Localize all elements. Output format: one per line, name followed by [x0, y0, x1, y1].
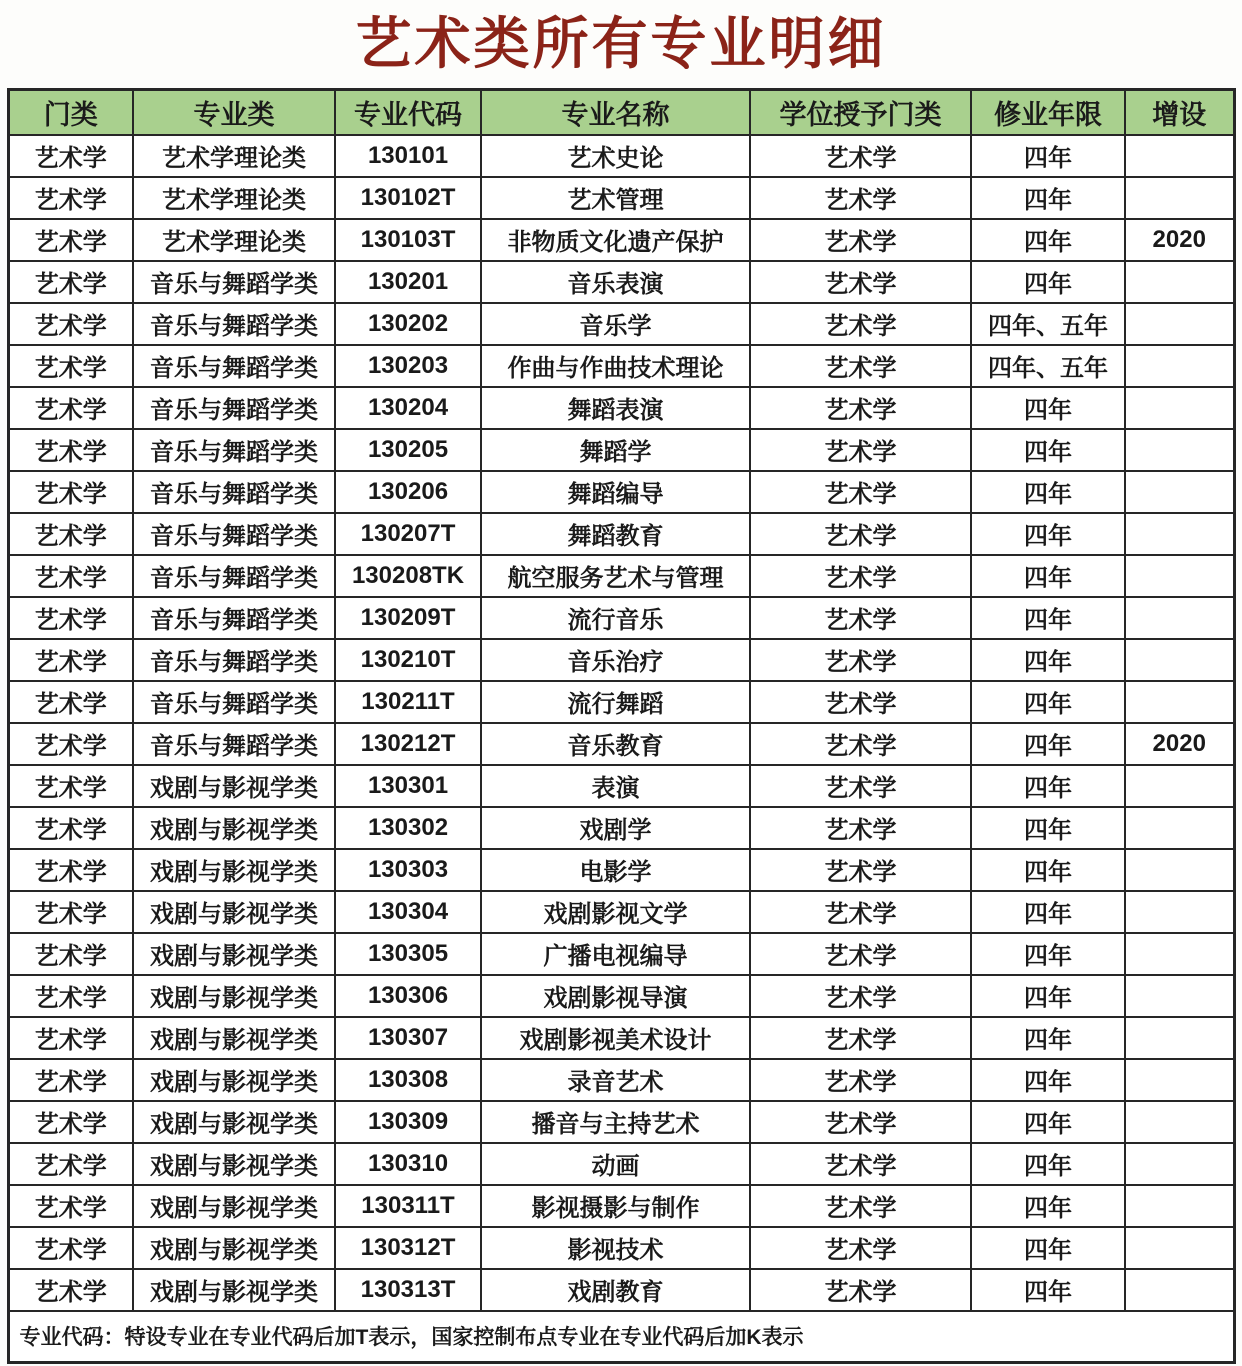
table-cell: 艺术学 — [8, 681, 133, 723]
table-cell: 四年 — [971, 513, 1125, 555]
table-body — [8, 135, 1234, 1311]
table-cell: 艺术学理论类 — [133, 219, 335, 261]
table-cell: 艺术学 — [8, 1269, 133, 1311]
table-cell: 四年 — [971, 975, 1125, 1017]
table-cell — [1125, 681, 1234, 723]
table-row — [8, 555, 1234, 597]
table-cell: 艺术学 — [750, 345, 971, 387]
table-cell: 130204 — [335, 387, 481, 429]
table-cell — [1125, 849, 1234, 891]
table-cell: 戏剧教育 — [481, 1269, 750, 1311]
table-cell: 130209T — [335, 597, 481, 639]
table-cell: 四年、五年 — [971, 345, 1125, 387]
table-cell: 130306 — [335, 975, 481, 1017]
table-cell: 戏剧影视美术设计 — [481, 1017, 750, 1059]
table-cell: 动画 — [481, 1143, 750, 1185]
table-cell: 音乐与舞蹈学类 — [133, 471, 335, 513]
table-cell: 艺术学 — [750, 1269, 971, 1311]
table-cell: 130101 — [335, 135, 481, 177]
table-cell: 130102T — [335, 177, 481, 219]
table-row — [8, 891, 1234, 933]
majors-table — [7, 88, 1236, 1364]
table-cell: 艺术学 — [750, 555, 971, 597]
table-cell: 广播电视编导 — [481, 933, 750, 975]
table-cell: 音乐与舞蹈学类 — [133, 681, 335, 723]
table-row — [8, 1101, 1234, 1143]
table-cell: 音乐与舞蹈学类 — [133, 429, 335, 471]
table-cell: 四年 — [971, 807, 1125, 849]
table-cell — [1125, 807, 1234, 849]
table-cell: 艺术学 — [750, 1185, 971, 1227]
table-cell: 戏剧与影视学类 — [133, 891, 335, 933]
table-cell — [1125, 1017, 1234, 1059]
table-cell: 四年 — [971, 471, 1125, 513]
table-cell: 艺术学 — [8, 387, 133, 429]
table-cell: 音乐与舞蹈学类 — [133, 513, 335, 555]
table-cell: 130312T — [335, 1227, 481, 1269]
table-row — [8, 177, 1234, 219]
table-cell: 戏剧与影视学类 — [133, 807, 335, 849]
table-cell — [1125, 639, 1234, 681]
table-row — [8, 933, 1234, 975]
table-cell: 戏剧与影视学类 — [133, 933, 335, 975]
table-cell: 130303 — [335, 849, 481, 891]
table-cell: 艺术学 — [750, 681, 971, 723]
table-cell: 戏剧影视导演 — [481, 975, 750, 1017]
table-cell: 艺术学 — [8, 219, 133, 261]
table-cell — [1125, 177, 1234, 219]
table-row — [8, 219, 1234, 261]
table-cell: 130311T — [335, 1185, 481, 1227]
table-cell: 130301 — [335, 765, 481, 807]
table-cell — [1125, 135, 1234, 177]
table-cell — [1125, 1143, 1234, 1185]
table-cell — [1125, 471, 1234, 513]
table-cell: 四年 — [971, 891, 1125, 933]
table-cell: 音乐学 — [481, 303, 750, 345]
table-cell: 四年 — [971, 1185, 1125, 1227]
table-cell: 艺术学 — [8, 1017, 133, 1059]
table-cell: 艺术学 — [8, 849, 133, 891]
table-cell: 舞蹈表演 — [481, 387, 750, 429]
table-cell: 艺术学 — [8, 261, 133, 303]
table-cell: 四年、五年 — [971, 303, 1125, 345]
table-cell — [1125, 345, 1234, 387]
table-cell: 130201 — [335, 261, 481, 303]
table-row — [8, 303, 1234, 345]
table-cell: 艺术学 — [750, 219, 971, 261]
table-cell: 四年 — [971, 1101, 1125, 1143]
table-cell: 130307 — [335, 1017, 481, 1059]
table-cell: 130212T — [335, 723, 481, 765]
table-cell: 艺术学 — [8, 471, 133, 513]
table-cell — [1125, 765, 1234, 807]
table-cell: 作曲与作曲技术理论 — [481, 345, 750, 387]
table-cell: 四年 — [971, 219, 1125, 261]
table-cell: 艺术学 — [750, 765, 971, 807]
table-cell: 艺术学 — [8, 1059, 133, 1101]
page-title: 艺术类所有专业明细 — [355, 12, 887, 75]
table-row — [8, 471, 1234, 513]
table-cell: 音乐表演 — [481, 261, 750, 303]
table-cell — [1125, 429, 1234, 471]
table-cell: 影视技术 — [481, 1227, 750, 1269]
table-cell: 航空服务艺术与管理 — [481, 555, 750, 597]
table-cell: 130308 — [335, 1059, 481, 1101]
table-cell — [1125, 1227, 1234, 1269]
table-cell: 130211T — [335, 681, 481, 723]
table-cell — [1125, 1185, 1234, 1227]
table-cell: 艺术学理论类 — [133, 177, 335, 219]
table-cell: 艺术学 — [750, 513, 971, 555]
table-row — [8, 849, 1234, 891]
table-cell: 舞蹈教育 — [481, 513, 750, 555]
title-bar — [0, 0, 1242, 88]
table-row — [8, 513, 1234, 555]
table-cell: 流行音乐 — [481, 597, 750, 639]
header-cell: 修业年限 — [971, 90, 1125, 135]
header-cell: 专业代码 — [335, 90, 481, 135]
table-cell: 四年 — [971, 639, 1125, 681]
table-cell: 130103T — [335, 219, 481, 261]
table-row — [8, 1227, 1234, 1269]
table-cell: 戏剧与影视学类 — [133, 1185, 335, 1227]
table-cell: 音乐与舞蹈学类 — [133, 555, 335, 597]
table-row — [8, 1185, 1234, 1227]
table-cell — [1125, 1269, 1234, 1311]
table-cell: 艺术学 — [750, 303, 971, 345]
table-row — [8, 135, 1234, 177]
table-cell: 艺术学 — [750, 1059, 971, 1101]
table-cell: 艺术学 — [750, 1227, 971, 1269]
table-cell: 四年 — [971, 387, 1125, 429]
table-row — [8, 681, 1234, 723]
table-row — [8, 1269, 1234, 1311]
table-cell — [1125, 303, 1234, 345]
table-cell: 艺术学 — [750, 849, 971, 891]
table-cell: 艺术学 — [8, 555, 133, 597]
table-cell — [1125, 891, 1234, 933]
table-row — [8, 1059, 1234, 1101]
table-cell: 四年 — [971, 723, 1125, 765]
table-cell: 艺术学 — [8, 639, 133, 681]
table-cell: 130304 — [335, 891, 481, 933]
table-cell: 艺术学 — [8, 933, 133, 975]
table-cell — [1125, 513, 1234, 555]
header-cell: 增设 — [1125, 90, 1234, 135]
header-cell: 专业类 — [133, 90, 335, 135]
table-cell: 戏剧与影视学类 — [133, 849, 335, 891]
table-cell — [1125, 1059, 1234, 1101]
header-cell: 专业名称 — [481, 90, 750, 135]
table-cell: 四年 — [971, 1143, 1125, 1185]
table-cell: 艺术学 — [750, 471, 971, 513]
table-cell: 表演 — [481, 765, 750, 807]
table-cell: 艺术学 — [8, 513, 133, 555]
table-cell — [1125, 555, 1234, 597]
table-cell: 艺术学 — [750, 891, 971, 933]
table-cell: 艺术学 — [750, 975, 971, 1017]
table-cell: 音乐与舞蹈学类 — [133, 597, 335, 639]
table-cell: 戏剧与影视学类 — [133, 765, 335, 807]
table-cell: 2020 — [1125, 723, 1234, 765]
table-cell: 舞蹈学 — [481, 429, 750, 471]
table-row — [8, 429, 1234, 471]
table-cell: 艺术学 — [750, 135, 971, 177]
footnote-text: 专业代码：特设专业在专业代码后加T表示，国家控制布点专业在专业代码后加K表示 — [8, 1311, 1234, 1363]
table-cell: 音乐与舞蹈学类 — [133, 387, 335, 429]
header-row — [8, 90, 1234, 135]
table-cell: 四年 — [971, 1269, 1125, 1311]
table-cell: 四年 — [971, 555, 1125, 597]
table-row — [8, 1143, 1234, 1185]
table-cell: 艺术学 — [8, 891, 133, 933]
table-cell: 戏剧影视文学 — [481, 891, 750, 933]
table-cell: 四年 — [971, 597, 1125, 639]
table-cell: 2020 — [1125, 219, 1234, 261]
table-cell: 四年 — [971, 177, 1125, 219]
table-row — [8, 261, 1234, 303]
table-cell: 非物质文化遗产保护 — [481, 219, 750, 261]
table-cell: 四年 — [971, 1017, 1125, 1059]
table-cell: 艺术学 — [8, 345, 133, 387]
table-cell: 艺术学 — [8, 1101, 133, 1143]
table-cell: 130208TK — [335, 555, 481, 597]
table-cell: 录音艺术 — [481, 1059, 750, 1101]
table-cell: 戏剧学 — [481, 807, 750, 849]
table-cell: 艺术学 — [750, 387, 971, 429]
table-cell: 四年 — [971, 429, 1125, 471]
table-row — [8, 975, 1234, 1017]
table-cell: 四年 — [971, 261, 1125, 303]
table-cell: 戏剧与影视学类 — [133, 1143, 335, 1185]
table-cell: 流行舞蹈 — [481, 681, 750, 723]
table-cell: 130305 — [335, 933, 481, 975]
table-cell: 艺术学 — [750, 639, 971, 681]
table-cell: 艺术学 — [8, 723, 133, 765]
table-footer — [8, 1311, 1234, 1363]
table-row — [8, 723, 1234, 765]
table-cell: 电影学 — [481, 849, 750, 891]
table-cell: 戏剧与影视学类 — [133, 1101, 335, 1143]
table-cell: 艺术学 — [8, 177, 133, 219]
footnote-row — [8, 1311, 1234, 1363]
table-cell: 130207T — [335, 513, 481, 555]
table-row — [8, 387, 1234, 429]
table-cell: 艺术学 — [750, 429, 971, 471]
table-cell: 戏剧与影视学类 — [133, 1059, 335, 1101]
table-cell — [1125, 1101, 1234, 1143]
table-cell: 影视摄影与制作 — [481, 1185, 750, 1227]
table-cell — [1125, 597, 1234, 639]
table-cell: 四年 — [971, 849, 1125, 891]
table-cell: 艺术学 — [750, 261, 971, 303]
table-cell: 130310 — [335, 1143, 481, 1185]
table-row — [8, 639, 1234, 681]
table-row — [8, 765, 1234, 807]
table-cell: 130205 — [335, 429, 481, 471]
table-cell: 四年 — [971, 681, 1125, 723]
table-cell: 艺术学 — [750, 1101, 971, 1143]
table-cell: 艺术管理 — [481, 177, 750, 219]
table-cell: 四年 — [971, 1227, 1125, 1269]
table-row — [8, 345, 1234, 387]
table-row — [8, 1017, 1234, 1059]
table-cell: 130203 — [335, 345, 481, 387]
table-cell: 戏剧与影视学类 — [133, 1017, 335, 1059]
table-cell: 艺术学 — [8, 807, 133, 849]
table-cell: 艺术学 — [8, 597, 133, 639]
table-cell: 艺术学 — [750, 1017, 971, 1059]
table-cell: 四年 — [971, 933, 1125, 975]
table-cell: 艺术学 — [8, 1227, 133, 1269]
table-cell — [1125, 261, 1234, 303]
table-cell: 艺术学 — [750, 933, 971, 975]
table-cell: 艺术学 — [8, 1185, 133, 1227]
table-cell: 艺术学 — [8, 765, 133, 807]
table-cell: 四年 — [971, 1059, 1125, 1101]
table-cell: 130206 — [335, 471, 481, 513]
table-cell: 艺术学 — [8, 135, 133, 177]
table-cell: 艺术学 — [8, 303, 133, 345]
table-cell: 音乐与舞蹈学类 — [133, 303, 335, 345]
table-cell — [1125, 933, 1234, 975]
table-cell: 四年 — [971, 765, 1125, 807]
table-cell: 130302 — [335, 807, 481, 849]
table-cell — [1125, 975, 1234, 1017]
table-cell: 音乐教育 — [481, 723, 750, 765]
table-cell: 艺术学 — [8, 975, 133, 1017]
header-cell: 门类 — [8, 90, 133, 135]
table-cell: 音乐与舞蹈学类 — [133, 723, 335, 765]
table-cell: 130309 — [335, 1101, 481, 1143]
table-cell: 音乐与舞蹈学类 — [133, 261, 335, 303]
table-cell: 音乐治疗 — [481, 639, 750, 681]
table-cell: 艺术学 — [750, 177, 971, 219]
table-cell: 艺术学 — [8, 1143, 133, 1185]
table-cell: 戏剧与影视学类 — [133, 975, 335, 1017]
table-row — [8, 597, 1234, 639]
table-cell: 戏剧与影视学类 — [133, 1227, 335, 1269]
table-cell: 音乐与舞蹈学类 — [133, 345, 335, 387]
table-cell: 艺术学 — [8, 429, 133, 471]
table-cell — [1125, 387, 1234, 429]
table-cell: 艺术学 — [750, 1143, 971, 1185]
table-cell: 130202 — [335, 303, 481, 345]
table-cell: 艺术学理论类 — [133, 135, 335, 177]
table-cell: 艺术史论 — [481, 135, 750, 177]
table-cell: 艺术学 — [750, 723, 971, 765]
table-cell: 戏剧与影视学类 — [133, 1269, 335, 1311]
table-cell: 四年 — [971, 135, 1125, 177]
table-cell: 130210T — [335, 639, 481, 681]
header-cell: 学位授予门类 — [750, 90, 971, 135]
table-cell: 130313T — [335, 1269, 481, 1311]
table-header — [8, 90, 1234, 135]
table-cell: 艺术学 — [750, 597, 971, 639]
table-row — [8, 807, 1234, 849]
table-cell: 艺术学 — [750, 807, 971, 849]
table-cell: 播音与主持艺术 — [481, 1101, 750, 1143]
table-cell: 舞蹈编导 — [481, 471, 750, 513]
table-cell: 音乐与舞蹈学类 — [133, 639, 335, 681]
